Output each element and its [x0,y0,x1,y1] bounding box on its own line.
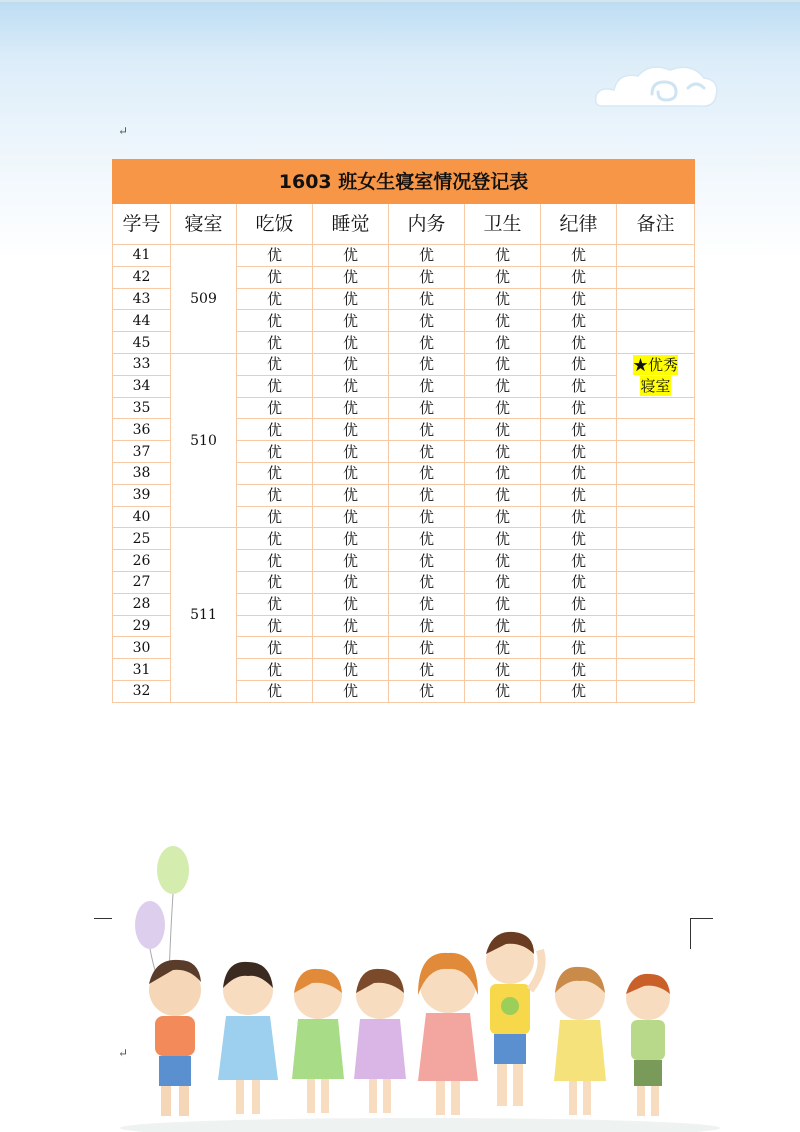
score-sleep-cell: 优 [313,593,389,615]
score-hygiene-cell: 优 [465,659,541,681]
score-hygiene-cell: 优 [465,680,541,702]
score-housekeeping-cell: 优 [389,288,465,310]
student-id-cell: 45 [113,332,171,354]
table-body [113,245,695,703]
paragraph-mark: ↵ [118,124,129,138]
remarks-cell [617,680,695,702]
header-discipline: 纪律 [541,204,617,245]
score-meals-cell: 优 [237,462,313,484]
score-housekeeping-cell: 优 [389,637,465,659]
score-housekeeping-cell: 优 [389,310,465,332]
score-discipline-cell: 优 [541,593,617,615]
score-sleep-cell: 优 [313,266,389,288]
score-discipline-cell: 优 [541,375,617,397]
table-title: 1603 班女生寝室情况登记表 [113,160,695,204]
student-id-cell: 41 [113,245,171,267]
score-housekeeping-cell: 优 [389,659,465,681]
student-id-cell: 32 [113,680,171,702]
remarks-cell [617,375,695,397]
score-meals-cell: 优 [237,615,313,637]
score-hygiene-cell: 优 [465,245,541,267]
score-sleep-cell: 优 [313,637,389,659]
score-sleep-cell: 优 [313,506,389,528]
score-discipline-cell: 优 [541,266,617,288]
student-id-cell: 30 [113,637,171,659]
dorm-register-table [112,159,695,703]
score-sleep-cell: 优 [313,288,389,310]
paragraph-mark: ↵ [118,1046,129,1060]
score-meals-cell: 优 [237,484,313,506]
score-discipline-cell: 优 [541,441,617,463]
score-meals-cell: 优 [237,419,313,441]
score-hygiene-cell: 优 [465,571,541,593]
remarks-cell [617,615,695,637]
header-student-id: 学号 [113,204,171,245]
student-id-cell: 40 [113,506,171,528]
score-meals-cell: 优 [237,528,313,550]
student-id-cell: 35 [113,397,171,419]
score-discipline-cell: 优 [541,353,617,375]
score-hygiene-cell: 优 [465,353,541,375]
score-meals-cell: 优 [237,550,313,572]
remarks-cell [617,462,695,484]
header-sleep: 睡觉 [313,204,389,245]
student-id-cell: 43 [113,288,171,310]
remarks-cell [617,332,695,354]
score-housekeeping-cell: 优 [389,266,465,288]
student-id-cell: 26 [113,550,171,572]
remarks-cell [617,288,695,310]
table-row [113,245,695,267]
student-id-cell: 37 [113,441,171,463]
score-sleep-cell: 优 [313,680,389,702]
remarks-cell [617,571,695,593]
score-hygiene-cell: 优 [465,484,541,506]
score-discipline-cell: 优 [541,419,617,441]
score-hygiene-cell: 优 [465,375,541,397]
score-meals-cell: 优 [237,571,313,593]
score-meals-cell: 优 [237,441,313,463]
score-meals-cell: 优 [237,659,313,681]
student-id-cell: 31 [113,659,171,681]
score-housekeeping-cell: 优 [389,353,465,375]
score-discipline-cell: 优 [541,680,617,702]
header-remarks: 备注 [617,204,695,245]
score-hygiene-cell: 优 [465,332,541,354]
score-sleep-cell: 优 [313,550,389,572]
score-discipline-cell: 优 [541,332,617,354]
score-sleep-cell: 优 [313,375,389,397]
score-discipline-cell: 优 [541,397,617,419]
page-top-edge [0,0,800,2]
score-sleep-cell: 优 [313,353,389,375]
score-hygiene-cell: 优 [465,615,541,637]
student-id-cell: 33 [113,353,171,375]
score-hygiene-cell: 优 [465,441,541,463]
score-meals-cell: 优 [237,353,313,375]
score-housekeeping-cell: 优 [389,245,465,267]
score-discipline-cell: 优 [541,550,617,572]
student-id-cell: 29 [113,615,171,637]
score-discipline-cell: 优 [541,484,617,506]
score-meals-cell: 优 [237,375,313,397]
score-discipline-cell: 优 [541,288,617,310]
student-id-cell: 34 [113,375,171,397]
score-hygiene-cell: 优 [465,593,541,615]
score-sleep-cell: 优 [313,310,389,332]
score-sleep-cell: 优 [313,615,389,637]
excellent-dorm-note: 寝室 [640,376,671,395]
score-housekeeping-cell: 优 [389,593,465,615]
score-hygiene-cell: 优 [465,397,541,419]
table-row [113,353,695,375]
children-holding-hands-with-balloons-illustration [0,830,800,1132]
score-housekeeping-cell: 优 [389,550,465,572]
score-hygiene-cell: 优 [465,310,541,332]
score-sleep-cell: 优 [313,462,389,484]
score-discipline-cell: 优 [541,528,617,550]
score-housekeeping-cell: 优 [389,571,465,593]
student-id-cell: 25 [113,528,171,550]
student-id-cell: 28 [113,593,171,615]
score-meals-cell: 优 [237,637,313,659]
student-id-cell: 39 [113,484,171,506]
score-meals-cell: 优 [237,332,313,354]
room-cell: 510 [171,353,237,527]
remarks-cell [617,528,695,550]
remarks-cell [617,550,695,572]
remarks-cell [617,593,695,615]
child-figures [149,932,670,1116]
score-meals-cell: 优 [237,310,313,332]
score-discipline-cell: 优 [541,462,617,484]
remarks-cell [617,310,695,332]
student-id-cell: 27 [113,571,171,593]
score-hygiene-cell: 优 [465,528,541,550]
student-id-cell: 36 [113,419,171,441]
score-meals-cell: 优 [237,680,313,702]
score-sleep-cell: 优 [313,484,389,506]
score-hygiene-cell: 优 [465,506,541,528]
room-cell: 509 [171,245,237,354]
score-sleep-cell: 优 [313,441,389,463]
score-hygiene-cell: 优 [465,419,541,441]
score-meals-cell: 优 [237,288,313,310]
score-sleep-cell: 优 [313,245,389,267]
score-discipline-cell: 优 [541,571,617,593]
score-housekeeping-cell: 优 [389,484,465,506]
score-housekeeping-cell: 优 [389,680,465,702]
remarks-cell [617,245,695,267]
score-housekeeping-cell: 优 [389,528,465,550]
score-discipline-cell: 优 [541,245,617,267]
score-discipline-cell: 优 [541,637,617,659]
score-sleep-cell: 优 [313,571,389,593]
score-discipline-cell: 优 [541,506,617,528]
score-hygiene-cell: 优 [465,266,541,288]
score-housekeeping-cell: 优 [389,397,465,419]
score-meals-cell: 优 [237,593,313,615]
remarks-cell [617,397,695,419]
table-row [113,528,695,550]
header-housekeeping: 内务 [389,204,465,245]
score-hygiene-cell: 优 [465,637,541,659]
score-hygiene-cell: 优 [465,462,541,484]
table-header-row [113,204,695,245]
score-hygiene-cell: 优 [465,288,541,310]
cloud-swirl-icon [592,58,722,118]
header-meals: 吃饭 [237,204,313,245]
score-meals-cell: 优 [237,266,313,288]
score-housekeeping-cell: 优 [389,419,465,441]
student-id-cell: 42 [113,266,171,288]
score-housekeeping-cell: 优 [389,615,465,637]
header-room: 寝室 [171,204,237,245]
score-discipline-cell: 优 [541,615,617,637]
score-housekeeping-cell: 优 [389,462,465,484]
score-discipline-cell: 优 [541,310,617,332]
remarks-cell [617,266,695,288]
score-housekeeping-cell: 优 [389,441,465,463]
score-sleep-cell: 优 [313,397,389,419]
score-housekeeping-cell: 优 [389,506,465,528]
score-meals-cell: 优 [237,245,313,267]
score-sleep-cell: 优 [313,659,389,681]
score-housekeeping-cell: 优 [389,332,465,354]
header-hygiene: 卫生 [465,204,541,245]
room-cell: 511 [171,528,237,702]
remarks-cell [617,353,695,375]
score-meals-cell: 优 [237,506,313,528]
student-id-cell: 38 [113,462,171,484]
score-sleep-cell: 优 [313,528,389,550]
excellent-dorm-note: ★优秀 [632,355,678,374]
remarks-cell [617,637,695,659]
score-sleep-cell: 优 [313,332,389,354]
remarks-cell [617,506,695,528]
score-meals-cell: 优 [237,397,313,419]
remarks-cell [617,484,695,506]
score-discipline-cell: 优 [541,659,617,681]
score-sleep-cell: 优 [313,419,389,441]
student-id-cell: 44 [113,310,171,332]
remarks-cell [617,441,695,463]
score-housekeeping-cell: 优 [389,375,465,397]
remarks-cell [617,419,695,441]
remarks-cell [617,659,695,681]
score-hygiene-cell: 优 [465,550,541,572]
